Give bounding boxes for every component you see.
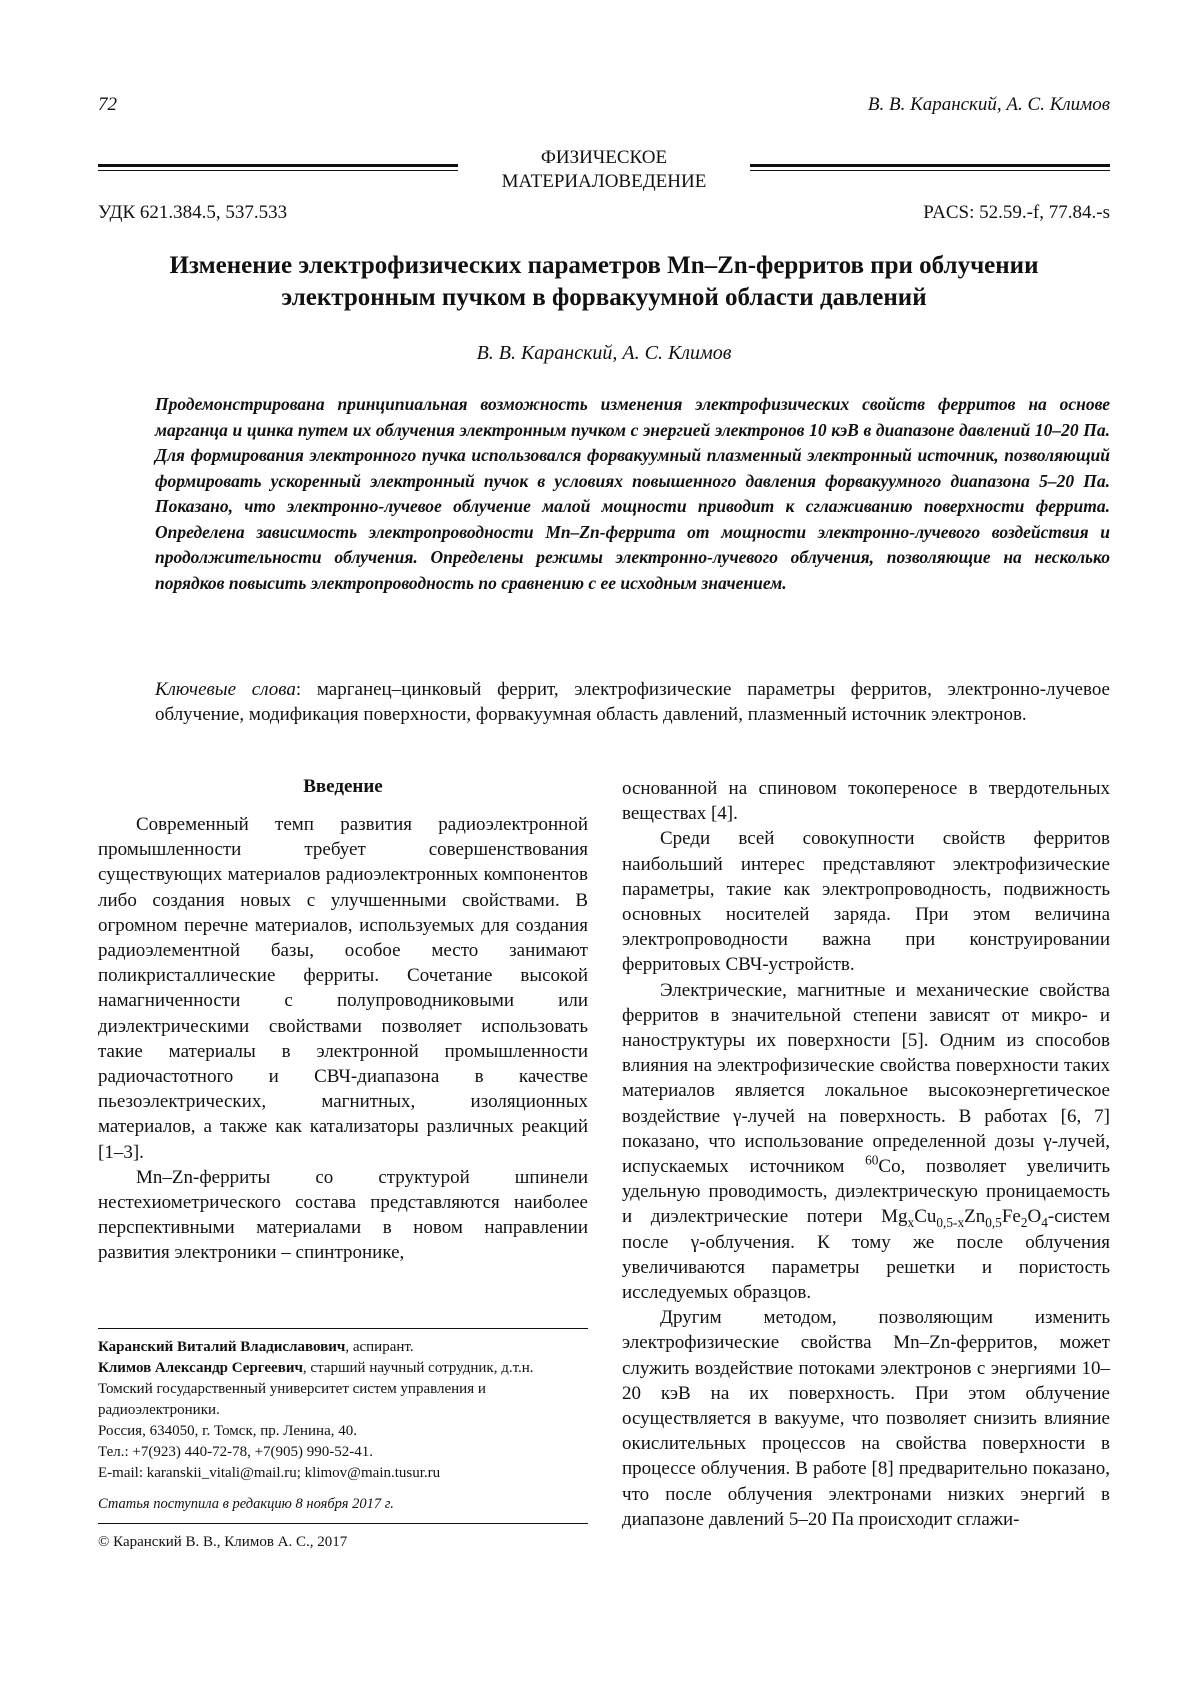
footnote-rule	[98, 1328, 588, 1329]
formula-part: Zn	[964, 1206, 986, 1228]
author1-role: , аспирант.	[345, 1339, 414, 1355]
section-rule-left	[98, 164, 458, 171]
author1-name: Каранский Виталий Владиславович	[98, 1339, 346, 1355]
article-title: Изменение электрофизических параметров Mn–Zn-ферритов при облучении электронным пучком в форвакуумной области давлений	[169, 252, 1039, 311]
footnote-author2	[98, 1358, 588, 1379]
section-rule-right	[750, 164, 1110, 171]
author2-role: , старший научный сотрудник, д.т.н.	[302, 1360, 534, 1376]
page-number: 72	[98, 94, 117, 115]
right-column	[622, 776, 1110, 1532]
text-run: , позволяет увеличить удельную проводимость, диэлектрическую проницаемость и диэлектрические потери	[622, 1156, 1110, 1228]
footnote-rule-2	[98, 1523, 588, 1524]
chemical-formula	[881, 1206, 1048, 1231]
formula-sub: 0,5-x	[936, 1215, 965, 1231]
affiliation: Томский государственный университет систем управления и радиоэлектроники.	[98, 1381, 486, 1418]
section-title-line1: ФИЗИЧЕСКОЕ	[540, 147, 668, 168]
paragraph: Среди всей совокупности свойств ферритов наибольший интерес представляют электрофизические параметры, такие как электропроводность, подвижность основных носителей заряда. При этом величина электропроводности важна при конструировании ферритовых СВЧ-устройств.	[622, 828, 1110, 976]
paragraph: Mn–Zn-ферриты со структурой шпинели нестехиометрического состава представляются наиболее перспективными материалами в новом направлении развития электроники – спинтронике,	[98, 1166, 588, 1264]
received-date: Статья поступила в редакцию 8 ноября 2017 г.	[98, 1496, 394, 1512]
udk-code: УДК 621.384.5, 537.533	[98, 202, 288, 223]
section-title-line2: МАТЕРИАЛОВЕДЕНИЕ	[501, 171, 707, 192]
formula-part: Cu	[914, 1206, 937, 1228]
phone: Тел.: +7(923) 440-72-78, +7(905) 990-52-41.	[98, 1444, 374, 1460]
paragraph	[622, 978, 1110, 1306]
paragraph: Другим методом, позволяющим изменить электрофизические свойства Mn–Zn-ферритов, может служить воздействие потоками электронов с энергиями 10–20 кэВ на их поверхность. При этом облучение осуществляется в вакууме, что позволяет снизить влияние окислительных процессов на свойства поверхности в процессе облучения. В работе [8] предварительно показано, что после облучения электронами низких энергий в диапазоне давлений 5–20 Па происходит сглажи-	[622, 1307, 1110, 1530]
keywords-text: : марганец–цинковый феррит, электрофизические параметры ферритов, электронно-лучевое облучение, модификация поверхности, форвакуумная область давлений, плазменный источник электронов.	[155, 679, 1110, 725]
paragraph: Современный темп развития радиоэлектронной промышленности требует совершенствования существующих материалов радиоэлектронных компонентов либо создания новых с улучшенными свойствами. В огромном перечне материалов, используемых для создания радиоэлементной базы, особое место занимают поликристаллические ферриты. Сочетание высокой намагниченности с полупроводниковыми или диэлектрическими свойствами позволяет использовать такие материалы в электронной промышленности радиочастотного и СВЧ-диапазона в качестве пьезоэлектрических, магнитных, изоляционных материалов, а также как катализаторы различных реакций [1–3].	[98, 814, 588, 1163]
formula-sub: x	[907, 1215, 915, 1231]
text-run: Электрические, магнитные и механические свойства ферритов в значительной степени зависят от микро- и наноструктуры их поверхности [5]. Одним из способов влияния на электрофизические свойства поверхности таких материалов является локальное высокоэнергетическое воздействие γ-лучей на поверхность. В работах [6, 7] показано, что использование определенной дозы γ-лучей, испускаемых источником	[622, 979, 1110, 1178]
formula-sub: 2	[1020, 1215, 1028, 1231]
keywords	[155, 678, 1110, 727]
formula-sub: 4	[1041, 1215, 1048, 1231]
text-run: -систем после γ-облучения. К тому же после облучения увеличиваются параметры решетки и пористость исследуемых образцов.	[622, 1206, 1110, 1304]
address: Россия, 634050, г. Томск, пр. Ленина, 40.	[98, 1423, 357, 1439]
section-band	[98, 146, 1110, 194]
copyright: © Каранский В. В., Климов А. С., 2017	[98, 1534, 348, 1550]
isotope-element: Co	[878, 1156, 901, 1178]
keywords-label: Ключевые слова	[155, 679, 296, 700]
formula-part: Fe	[1001, 1206, 1021, 1228]
author-footnote	[98, 1328, 588, 1551]
paragraph: основанной на спиновом токопереносе в твердотельных веществах [4].	[622, 778, 1110, 825]
left-column	[98, 776, 588, 1266]
running-authors: В. В. Каранский, А. С. Климов	[867, 94, 1110, 115]
formula-part: O	[1027, 1206, 1042, 1228]
pacs-code: PACS: 52.59.-f, 77.84.-s	[923, 202, 1110, 223]
email: E-mail: karanskii_vitali@mail.ru; klimov@main.tusur.ru	[98, 1465, 441, 1481]
abstract: Продемонстрирована принципиальная возможность изменения электрофизических свойств ферритов на основе марганца и цинка путем их облучения электронным пучком с энергией электронов 10 кэВ в диапазоне давлений 10–20 Па. Для формирования электронного пучка использовался форвакуумный плазменный электронный источник, позволяющий формировать ускоренный электронный пучок в условиях повышенного давления форвакуумного диапазона 5–20 Па. Показано, что электронно-лучевое облучение малой мощности приводит к сглаживанию поверхности феррита. Определена зависимость электропроводности Mn–Zn-феррита от мощности электронно-лучевого воздействия и продолжительности облучения. Определены режимы электронно-лучевого облучения, позволяющие на несколько порядков повысить электропроводность по сравнению с ее исходным значением.	[155, 394, 1110, 593]
article-authors: В. В. Каранский, А. С. Климов	[476, 342, 732, 364]
author2-name: Климов Александр Сергеевич	[98, 1360, 303, 1376]
section-title	[458, 146, 750, 194]
formula-sub: 0,5	[985, 1215, 1002, 1231]
isotope-mass: 60	[865, 1152, 879, 1168]
intro-heading: Введение	[303, 776, 383, 797]
footnote-author1	[98, 1337, 588, 1358]
formula-part: Mg	[881, 1206, 908, 1228]
